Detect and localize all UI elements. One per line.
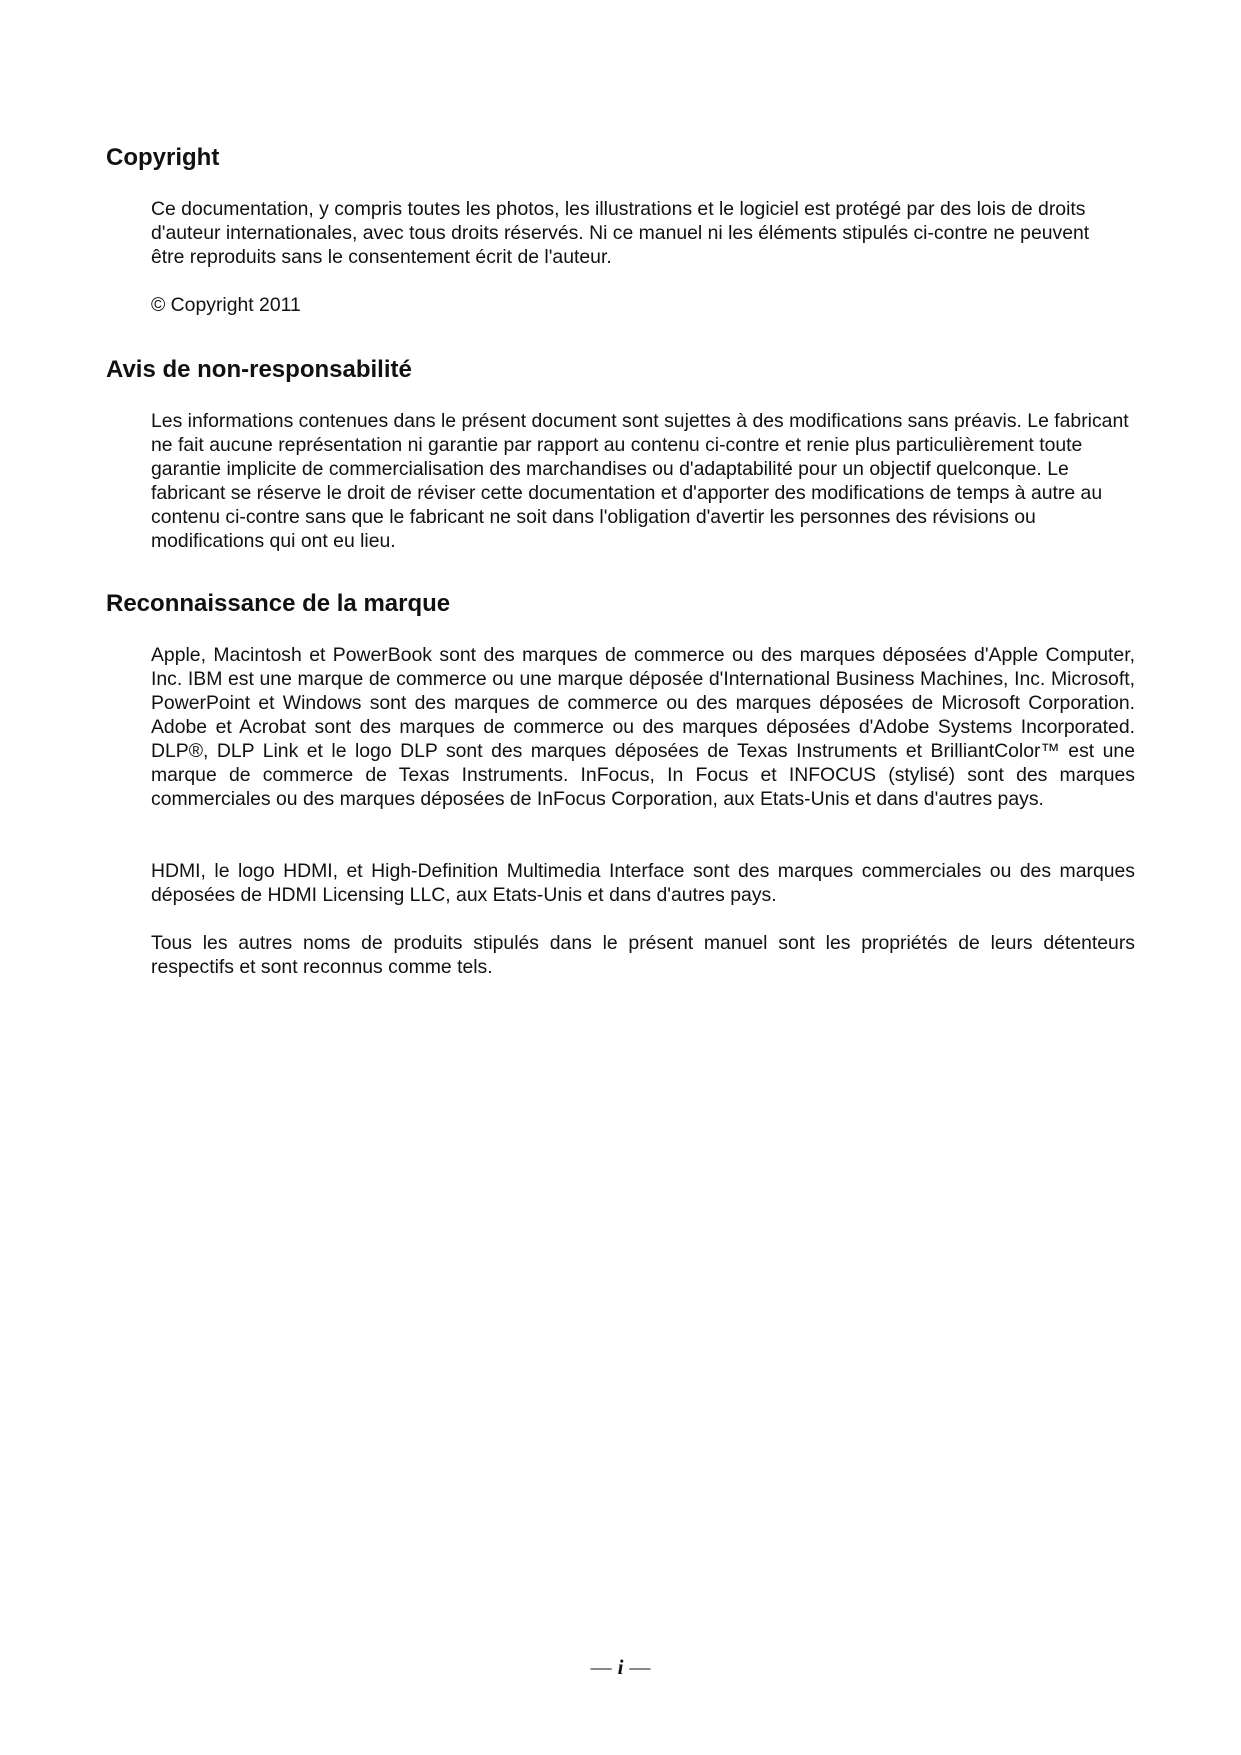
- copyright-notice: © Copyright 2011: [151, 294, 301, 316]
- page-number: i: [617, 1655, 624, 1679]
- trademarks-paragraph-3: Tous les autres noms de produits stipulés dans le présent manuel sont les propriétés de leurs détenteurs respectifs et sont reconnus comme tels.: [151, 932, 1135, 978]
- heading-trademarks: Reconnaissance de la marque: [106, 590, 451, 617]
- disclaimer-paragraph: Les informations contenues dans le présent document sont sujettes à des modifications sans préavis. Le fabricant ne fait aucune représentation ni garantie par rapport au contenu ci-contre et renie plus particulièrement toute garantie implicite de commercialisation des marchandises ou d'adaptabilité pour un objectif quelconque. Le fabricant se réserve le droit de réviser cette documentation et d'apporter des modifications de temps à autre au contenu ci-contre sans que le fabricant ne soit dans l'obligation d'avertir les personnes des révisions ou modifications qui ont eu lieu.: [151, 410, 1129, 552]
- trademarks-paragraph-1: Apple, Macintosh et PowerBook sont des marques de commerce ou des marques déposées d'Apple Computer, Inc. IBM est une marque de commerce ou une marque déposée d'International Business Machines, Inc. Microsoft, PowerPoint et Windows sont des marques de commerce ou des marques déposées de Microsoft Corporation. Adobe et Acrobat sont des marques de commerce ou des marques déposées d'Adobe Systems Incorporated. DLP®, DLP Link et le logo DLP sont des marques déposées de Texas Instruments et BrilliantColor™ est une marque de commerce de Texas Instruments. InFocus, In Focus et INFOCUS (stylisé) sont des marques commerciales ou des marques déposées de InFocus Corporation, aux Etats-Unis et dans d'autres pays.: [151, 644, 1135, 810]
- page-footer: [0, 1654, 1241, 1680]
- footer-dash-right: —: [629, 1655, 651, 1679]
- heading-disclaimer: Avis de non-responsabilité: [106, 356, 412, 383]
- copyright-paragraph: Ce documentation, y compris toutes les photos, les illustrations et le logiciel est protégé par des lois de droits d'auteur internationales, avec tous droits réservés. Ni ce manuel ni les éléments stipulés ci-contre ne peuvent être reproduits sans le consentement écrit de l'auteur.: [151, 198, 1090, 268]
- footer-dash-left: —: [590, 1655, 612, 1679]
- heading-copyright: Copyright: [106, 144, 220, 171]
- trademarks-paragraph-2: HDMI, le logo HDMI, et High-Definition Multimedia Interface sont des marques commerciales ou des marques déposées de HDMI Licensing LLC, aux Etats-Unis et dans d'autres pays.: [151, 860, 1135, 906]
